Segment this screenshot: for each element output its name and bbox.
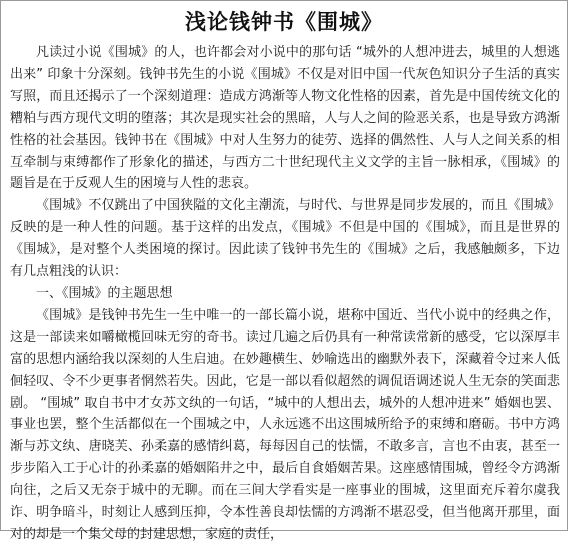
document-body [10, 42, 560, 546]
section-heading: 一、《围城》的主题思想 [36, 285, 173, 301]
document-title: 浅论钱钟书《围城》 [185, 9, 383, 34]
paragraph-3: 《围城》是钱钟书先生一生中唯一的一部长篇小说，堪称中国近、当代小说中的经典之作，这是一部读来如嚼橄榄回味无穷的奇书。读过几遍之后仍具有一种常读常新的感受，它以深厚丰富的思想内涵给我以深刻的人生启迪。在妙趣横生、妙喻选出的幽默外表下，深藏着令过来人低佪轻叹、令不少更事者惘然若失。因此，它是一部以看似超然的调侃语调述说人生无奈的笑面悲剧。 “围城” 取自书中才女苏文纨的一句话，“城中的人想出去，城外的人想冲进来” 婚姻也罢、事业也罢，整个生活都似在一个围城之中，人永远逃不出这围城所给予的束缚和磨砺。书中方鸿渐与苏文纨、唐晓芙、孙柔嘉的感情纠葛，每每因自己的怯懦，不敢多言，言也不由衷，甚至一步步陷入工于心计的孙柔嘉的婚姻陷井之中，最后自食婚姻苦果。这座感情围城，曾经令方鸿渐向往，之后又无奈于城中的无聊。而在三间大学看实是一座事业的围城，这里面充斥着尔虞我诈、明争暗斗，时刻让人感到压抑，令本性善良却怯懦的方鸿渐不堪忍受，但当他离开那里，面对的却是一个集父母的封建思想，家庭的责任， [10, 307, 560, 542]
paragraph-1: 凡读过小说《围城》的人，也许都会对小说中的那句话 “城外的人想冲进去，城里的人想逃出来” 印象十分深刻。钱钟书先生的小说《围城》不仅是对旧中国一代灰色知识分子生活的真实写照，而且还揭示了一个深刻道理：造成方鸿渐等人物文化性格的因素，首先是中国传统文化的糟粕与西方现代文明的堕落；其次是现实社会的黑暗，人与人之间的险恶关系，也是导致方鸿渐性格的社会基因。钱钟书在《围城》中对人生努力的徒劳、选择的偶然性、人与人之间关系的相互牵制与束缚都作了形象化的描述，与西方二十世纪现代主义文学的主旨一脉相承，《围城》的题旨是在于反观人生的困境与人性的悲哀。 [10, 45, 560, 192]
paragraph-2: 《围城》不仅跳出了中国狭隘的文化主潮流，与时代、与世界是同步发展的，而且《围城》反映的是一种人性的问题。基于这样的出发点，《围城》不但是中国的《围城》，而且是世界的《围城》，是对整个人类困境的探讨。因此读了钱钟书先生的《围城》之后，我感触颇多，下边有几点粗浅的认识： [10, 198, 560, 280]
